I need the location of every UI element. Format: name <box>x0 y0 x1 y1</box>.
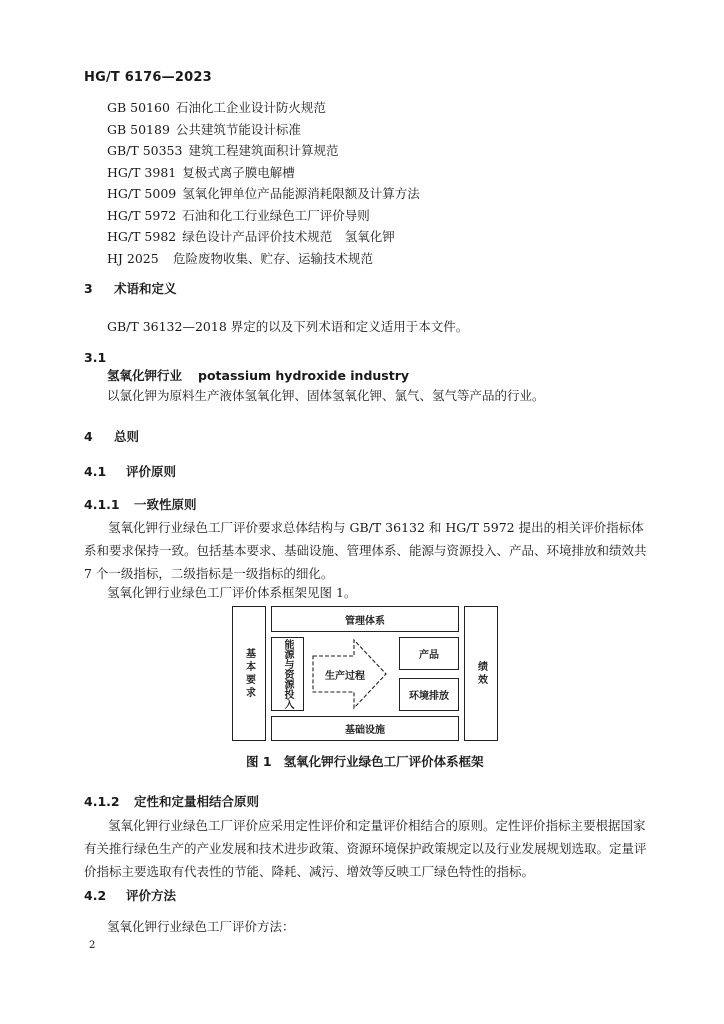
reference-item <box>107 162 420 184</box>
term-chinese: 氢氧化钾行业 <box>107 368 183 383</box>
reference-item <box>107 97 420 119</box>
section-heading-3: 3 术语和定义 <box>84 281 177 296</box>
reference-title: 石油化工企业设计防火规范 <box>175 100 326 115</box>
reference-title: 石油和化工行业绿色工厂评价导则 <box>182 207 370 223</box>
reference-title: 氢氧化钾单位产品能源消耗限额及计算方法 <box>182 186 420 201</box>
reference-item <box>107 119 420 141</box>
reference-title: 建筑工程建筑面积计算规范 <box>188 143 339 158</box>
production-process-label: 生产过程 <box>325 671 365 682</box>
qualitative-quantitative-principle-text: 氢氧化钾行业绿色工厂评价应采用定性评价和定量评价相结合的原则。定性评价指标主要根据国家有关推行绿色生产的产业发展和技术进步政策、资源环境保护政策规定以及行业发展规划选取。定量评价指标主要选取有代表性的节能、降耗、减污、增效等反映工厂绿色特性的指标。 <box>84 818 647 879</box>
evaluation-method-text: 氢氧化钾行业绿色工厂评价方法： <box>107 919 295 934</box>
standard-number-header: HG/T 6176—2023 <box>84 70 212 85</box>
section-heading-4-2: 4.2 评价方法 <box>84 888 177 903</box>
term-entry <box>107 366 409 384</box>
reference-item <box>107 248 420 270</box>
reference-item <box>107 205 420 227</box>
product-box: 产品 <box>399 637 459 670</box>
section-heading-4-1: 4.1 评价原则 <box>84 464 177 479</box>
term-definition: 以氯化钾为原料生产液体氢氧化钾、固体氢氧化钾、氯气、氢气等产品的行业。 <box>107 388 545 403</box>
reference-item <box>107 226 420 248</box>
reference-title: 公共建筑节能设计标准 <box>175 121 301 137</box>
reference-code: HG/T 5972 <box>107 207 177 223</box>
reference-code: GB 50160 <box>107 100 170 115</box>
reference-item <box>107 183 420 205</box>
evaluation-framework-figure <box>232 606 498 741</box>
consistency-principle-text: 氢氧化钾行业绿色工厂评价要求总体结构与 GB/T 36132 和 HG/T 5972 提出的相关评价指标体系和要求保持一致。包括基本要求、基础设施、管理体系、能源与资源投入、产品、环境排放和绩效共 7 个一级指标，二级指标是一级指标的细化。 <box>84 520 647 581</box>
section-heading-4: 4 总则 <box>84 429 140 444</box>
page-number: 2 <box>89 940 96 951</box>
performance-box: 绩效 <box>464 606 498 741</box>
reference-code: HG/T 5982 <box>107 229 177 244</box>
section-heading-4-1-1: 4.1.1 一致性原则 <box>84 497 197 512</box>
environmental-emission-box: 环境排放 <box>399 678 459 711</box>
reference-title: 绿色设计产品评价技术规范 氢氧化钾 <box>182 229 395 244</box>
figure-caption: 图 1 氢氧化钾行业绿色工厂评价体系框架 <box>246 754 484 769</box>
reference-code: HJ 2025 <box>107 250 159 266</box>
term-english: potassium hydroxide industry <box>198 368 410 383</box>
energy-resource-input-box: 能源与资源投入 <box>271 637 304 711</box>
reference-title: 危险废物收集、贮存、运输技术规范 <box>173 250 374 266</box>
term-number: 3.1 <box>84 350 107 365</box>
basic-requirements-box: 基本要求 <box>232 606 266 741</box>
infrastructure-box: 基础设施 <box>271 716 459 741</box>
section-3-intro: GB/T 36132—2018 界定的以及下列术语和定义适用于本文件。 <box>107 319 469 334</box>
reference-code: HG/T 3981 <box>107 164 177 180</box>
reference-item <box>107 140 420 162</box>
reference-code: GB/T 50353 <box>107 143 183 158</box>
normative-references-list <box>107 97 420 269</box>
figure-reference-text: 氢氧化钾行业绿色工厂评价体系框架见图 1。 <box>107 585 357 600</box>
reference-code: GB 50189 <box>107 121 170 137</box>
reference-title: 复极式离子膜电解槽 <box>182 164 295 180</box>
management-system-box: 管理体系 <box>271 606 459 632</box>
reference-code: HG/T 5009 <box>107 186 177 201</box>
section-heading-4-1-2: 4.1.2 定性和定量相结合原则 <box>84 794 260 809</box>
